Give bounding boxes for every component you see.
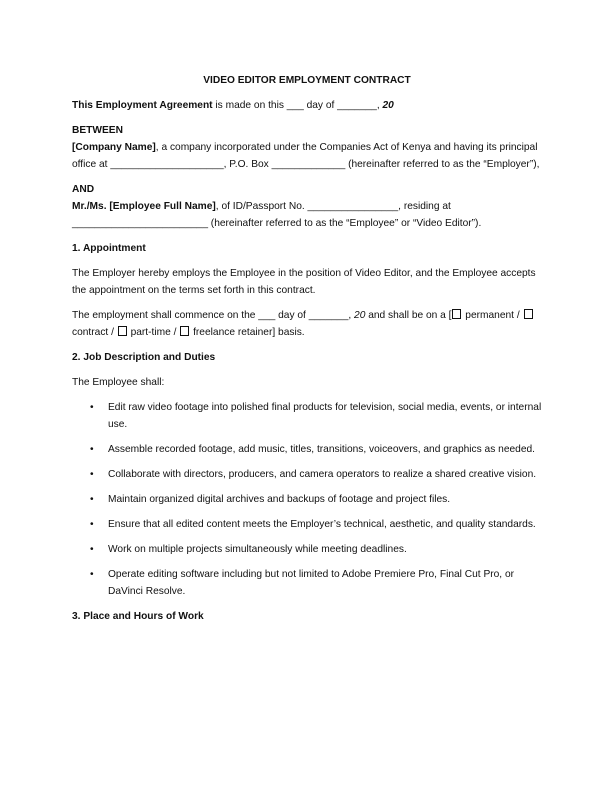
employer-paragraph xyxy=(72,139,542,173)
company-details: , a company incorporated under the Companies Act of Kenya and having its principal office at ____________________, P.O. Box _____________ (hereinafter referred to as the “Employer”), xyxy=(72,142,540,170)
employee-paragraph xyxy=(72,198,542,232)
bullet-icon: • xyxy=(90,519,94,530)
basis-lead: and shall be on a [ xyxy=(365,310,452,321)
company-name: [Company Name] xyxy=(72,142,156,153)
commencement-paragraph xyxy=(72,307,542,341)
employee-name: Mr./Ms. [Employee Full Name] xyxy=(72,201,216,212)
freelance-option: freelance retainer] basis. xyxy=(190,327,305,338)
intro-year: 20 xyxy=(382,100,394,111)
bullet-icon: • xyxy=(90,469,94,480)
and-heading: AND xyxy=(72,184,95,195)
freelance-checkbox[interactable] xyxy=(180,326,189,336)
duty-text: Assemble recorded footage, add music, titles, transitions, voiceovers, and graphics as needed. xyxy=(108,444,535,455)
section-duties-heading: 2. Job Description and Duties xyxy=(72,352,216,363)
permanent-option: permanent / xyxy=(462,310,523,321)
section-appointment-heading: 1. Appointment xyxy=(72,243,146,254)
bullet-icon: • xyxy=(90,569,94,580)
section-place-hours-heading: 3. Place and Hours of Work xyxy=(72,611,204,622)
list-item xyxy=(72,466,542,483)
commencement-text: The employment shall commence on the ___ day of _______, xyxy=(72,310,355,321)
duty-text: Collaborate with directors, producers, and camera operators to realize a shared creative vision. xyxy=(108,469,537,480)
list-item xyxy=(72,541,542,558)
contract-page xyxy=(72,72,542,633)
bullet-icon: • xyxy=(90,494,94,505)
commencement-year: 20 xyxy=(354,310,366,321)
list-item xyxy=(72,516,542,533)
document-title: VIDEO EDITOR EMPLOYMENT CONTRACT xyxy=(203,75,411,86)
list-item xyxy=(72,399,542,433)
employee-details: , of ID/Passport No. ________________, residing at ________________________ (hereinafter referred to as the “Employee” or “Video Editor”). xyxy=(72,201,482,229)
duty-text: Work on multiple projects simultaneously while meeting deadlines. xyxy=(108,544,407,555)
intro-made-text: is made on this ___ day of _______, xyxy=(212,100,383,111)
duty-text: Edit raw video footage into polished final products for television, social media, events, or internal use. xyxy=(108,402,542,430)
part-time-option: part-time / xyxy=(127,327,180,338)
agreement-intro xyxy=(72,97,542,114)
duty-text: Ensure that all edited content meets the Employer’s technical, aesthetic, and quality standards. xyxy=(108,519,536,530)
appointment-paragraph: The Employer hereby employs the Employee in the position of Video Editor, and the Employee accepts the appointment on the terms set forth in this contract. xyxy=(72,268,536,296)
between-heading: BETWEEN xyxy=(72,125,123,136)
duty-text: Maintain organized digital archives and backups of footage and project files. xyxy=(108,494,451,505)
bullet-icon: • xyxy=(90,402,94,413)
permanent-checkbox[interactable] xyxy=(452,309,461,319)
bullet-icon: • xyxy=(90,444,94,455)
duty-text: Operate editing software including but not limited to Adobe Premiere Pro, Final Cut Pro, or DaVinci Resolve. xyxy=(108,569,515,597)
contract-checkbox[interactable] xyxy=(524,309,533,319)
list-item xyxy=(72,441,542,458)
list-item xyxy=(72,566,542,600)
part-time-checkbox[interactable] xyxy=(118,326,127,336)
intro-lead: This Employment Agreement xyxy=(72,100,213,111)
contract-option: contract / xyxy=(72,327,117,338)
duties-intro: The Employee shall: xyxy=(72,377,165,388)
list-item xyxy=(72,491,542,508)
duties-list xyxy=(72,399,542,600)
bullet-icon: • xyxy=(90,544,94,555)
